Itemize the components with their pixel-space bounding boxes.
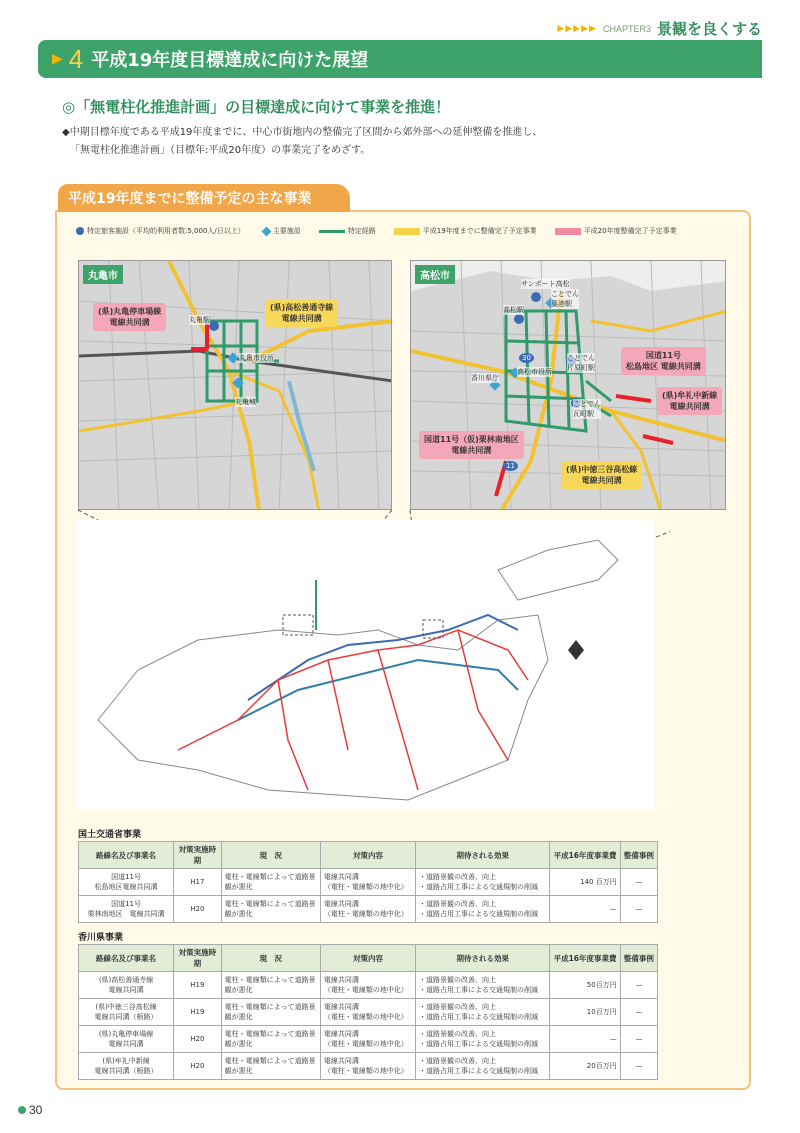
place-takamatsu-city-hall: 高松市役所 [517, 368, 552, 376]
callout-text: (県)牟礼中新線 電線共同溝 [662, 391, 718, 411]
col-period: 対策実施時期 [174, 945, 222, 972]
route-line-icon [319, 230, 345, 233]
cell-status: 電柱・電線類によって道路景 観が悪化 [221, 896, 320, 923]
col-example: 整備事例 [620, 842, 657, 869]
col-route-name: 路線名及び事業名 [79, 945, 174, 972]
page-number-text: 30 [29, 1103, 43, 1117]
cell-status: 電柱・電線類によって道路景 観が悪化 [221, 972, 320, 999]
legend-facility [263, 226, 301, 236]
cell-name: 国道11号 栗林南地区 電線共同溝 [79, 896, 174, 923]
legend-facility-label: 主要施設 [272, 227, 301, 235]
cell-cost: 50百万円 [550, 972, 620, 999]
chapter-title: 景観を良くする [656, 20, 762, 38]
description-line: 「無電柱化推進計画」（目標年:平成20年度）の事業完了をめざす。 [70, 145, 371, 156]
col-route-name: 路線名及び事業名 [79, 842, 174, 869]
cell-measure: 電線共同溝 （電柱・電線類の地中化） [320, 1053, 415, 1080]
description-line: ◆中期目標年度である平成19年度までに、中心市街地内の整備完了区間から郊外部への延伸整備を推進し、 [62, 127, 543, 138]
callout-mure-nakashin [657, 387, 722, 415]
col-cost: 平成16年度事業費 [550, 945, 620, 972]
callout-takamatsu-zentsuji [265, 299, 338, 327]
cell-period: H20 [174, 1026, 222, 1053]
callout-marugame-teishajo [93, 303, 166, 331]
cell-cost: 20百万円 [550, 1053, 620, 1080]
table-row [79, 869, 658, 896]
place-kotoden-kataharamachi: ことでん 片原町駅 [567, 354, 595, 372]
cell-cost: 10百万円 [550, 999, 620, 1026]
col-measure: 対策内容 [320, 945, 415, 972]
col-period: 対策実施時期 [174, 842, 222, 869]
facility-diamond-icon [261, 226, 271, 236]
place-kagawa-pref-office: 香川県庁 [471, 374, 499, 382]
station-dot-icon [76, 227, 84, 235]
compass-icon [568, 640, 584, 660]
callout-text: (県)高松善通寺線 電線共同溝 [270, 303, 334, 323]
cell-effect: ・道路景観の改善、向上 ・道路占用工事による交通規制の削減 [416, 869, 550, 896]
callout-text: 国道11号 松島地区 電線共同溝 [626, 351, 701, 371]
cell-measure: 電線共同溝 （電柱・電線類の地中化） [320, 1026, 415, 1053]
chapter-header [557, 18, 762, 39]
cell-measure: 電線共同溝 （電柱・電線類の地中化） [320, 999, 415, 1026]
description [62, 124, 752, 160]
cell-period: H19 [174, 999, 222, 1026]
cell-measure: 電線共同溝 （電柱・電線類の地中化） [320, 972, 415, 999]
cell-measure: 電線共同溝 （電柱・電線類の地中化） [320, 869, 415, 896]
cell-period: H20 [174, 1053, 222, 1080]
cell-period: H20 [174, 896, 222, 923]
marugame-map [78, 260, 392, 510]
col-effect: 期待される効果 [416, 842, 550, 869]
cell-cost: — [550, 1026, 620, 1053]
legend-h20-label: 平成20年度整備完了予定事業 [583, 227, 677, 235]
takamatsu-label: 高松市 [415, 265, 455, 284]
national-table-title: 国土交通省事業 [78, 830, 142, 840]
place-takamatsu-station: 高松駅 [503, 306, 524, 314]
route-30-marker: 30 [519, 353, 534, 363]
national-projects-table [78, 841, 658, 923]
place-marugame-station: 丸亀駅 [189, 316, 210, 324]
section-title: 平成19年度目標達成に向けた展望 [91, 50, 369, 71]
panel-tab: 平成19年度までに整備予定の主な事業 [58, 184, 350, 212]
cell-period: H19 [174, 972, 222, 999]
legend-route [319, 226, 376, 236]
place-sunport: サンポート高松 [521, 280, 570, 288]
cell-example: — [620, 1053, 657, 1080]
prefecture-table-body [79, 972, 658, 1080]
prefecture-projects-table [78, 944, 658, 1080]
h19-bar-icon [394, 228, 420, 235]
table-row [79, 1053, 658, 1080]
cell-example: — [620, 869, 657, 896]
callout-route11-ritsurin [419, 431, 524, 459]
callout-route11-matsushima [621, 347, 706, 375]
place-kotoden-kawaramachi: ことでん 瓦町駅 [573, 400, 601, 418]
cell-example: — [620, 1026, 657, 1053]
cell-effect: ・道路景観の改善、向上 ・道路占用工事による交通規制の削減 [416, 1026, 550, 1053]
subheading: ◎「無電柱化推進計画」の目標達成に向けて事業を推進！ [62, 98, 451, 116]
table-row [79, 896, 658, 923]
cell-cost: — [550, 896, 620, 923]
cell-measure: 電線共同溝 （電柱・電線類の地中化） [320, 896, 415, 923]
chapter-arrows: ▶▶▶▶▶ [557, 23, 597, 34]
legend-station-label: 特定旅客施設（平均的利用者数:5,000人/日以上） [87, 227, 245, 235]
legend [76, 226, 691, 236]
callout-text: (県)中徳三谷高松線 電線共同溝 [566, 465, 638, 485]
table-row [79, 1026, 658, 1053]
cell-name: (県)牟礼中新線 電線共同溝（栃路） [79, 1053, 174, 1080]
national-table-body [79, 869, 658, 923]
cell-example: — [620, 972, 657, 999]
h20-bar-icon [555, 228, 581, 235]
place-marugame-castle: 丸亀城 [235, 398, 256, 406]
table-row [79, 999, 658, 1026]
prefecture-table-title: 香川県事業 [78, 933, 124, 943]
cell-cost: 140 百万円 [550, 869, 620, 896]
cell-name: (県)中徳三谷高松線 電線共同溝（栃路） [79, 999, 174, 1026]
legend-h20 [555, 226, 677, 236]
section-number: 4 [68, 43, 84, 74]
cell-effect: ・道路景観の改善、向上 ・道路占用工事による交通規制の削減 [416, 972, 550, 999]
legend-route-label: 特定経路 [347, 227, 376, 235]
cell-name: (県)丸亀停車場線 電線共同溝 [79, 1026, 174, 1053]
cell-name: 国道11号 松島地区電線共同溝 [79, 869, 174, 896]
cell-effect: ・道路景観の改善、向上 ・道路占用工事による交通規制の削減 [416, 896, 550, 923]
col-status: 現 況 [221, 842, 320, 869]
takamatsu-map [410, 260, 726, 510]
cell-name: (県)高松善通寺線 電線共同溝 [79, 972, 174, 999]
cell-status: 電柱・電線類によって道路景 観が悪化 [221, 1026, 320, 1053]
table-row [79, 972, 658, 999]
col-status: 現 況 [221, 945, 320, 972]
cell-effect: ・道路景観の改善、向上 ・道路占用工事による交通規制の削減 [416, 999, 550, 1026]
kagawa-overview-graphic [78, 520, 654, 810]
page-number [18, 1103, 42, 1117]
col-cost: 平成16年度事業費 [550, 842, 620, 869]
cell-example: — [620, 896, 657, 923]
cell-status: 電柱・電線類によって道路景 観が悪化 [221, 869, 320, 896]
marugame-label: 丸亀市 [83, 265, 123, 284]
page-dot-icon [18, 1106, 26, 1114]
legend-station [76, 226, 245, 236]
col-example: 整備事例 [620, 945, 657, 972]
kagawa-overview-map [78, 520, 654, 810]
legend-h19-label: 平成19年度までに整備完了予定事業 [422, 227, 537, 235]
marugame-map-graphic [79, 261, 392, 510]
legend-h19 [394, 226, 537, 236]
cell-status: 電柱・電線類によって道路景 観が悪化 [221, 999, 320, 1026]
col-measure: 対策内容 [320, 842, 415, 869]
chapter-label: CHAPTER3 [602, 23, 651, 34]
cell-period: H17 [174, 869, 222, 896]
col-effect: 期待される効果 [416, 945, 550, 972]
cell-example: — [620, 999, 657, 1026]
place-kotoden-chikko: ことでん 築港駅 [551, 290, 579, 308]
cell-effect: ・道路景観の改善、向上 ・道路占用工事による交通規制の削減 [416, 1053, 550, 1080]
callout-text: (県)丸亀停車場線 電線共同溝 [98, 307, 162, 327]
cell-status: 電柱・電線類によって道路景 観が悪化 [221, 1053, 320, 1080]
place-marugame-city-hall: 丸亀市役所 [239, 354, 274, 362]
route-11-marker: 11 [503, 461, 518, 471]
callout-text: 国道11号（仮)栗林南地区 電線共同溝 [424, 435, 519, 455]
section-header [38, 40, 762, 78]
triangle-icon: ▶ [52, 51, 63, 67]
callout-nakatoku-mitani [561, 461, 642, 489]
